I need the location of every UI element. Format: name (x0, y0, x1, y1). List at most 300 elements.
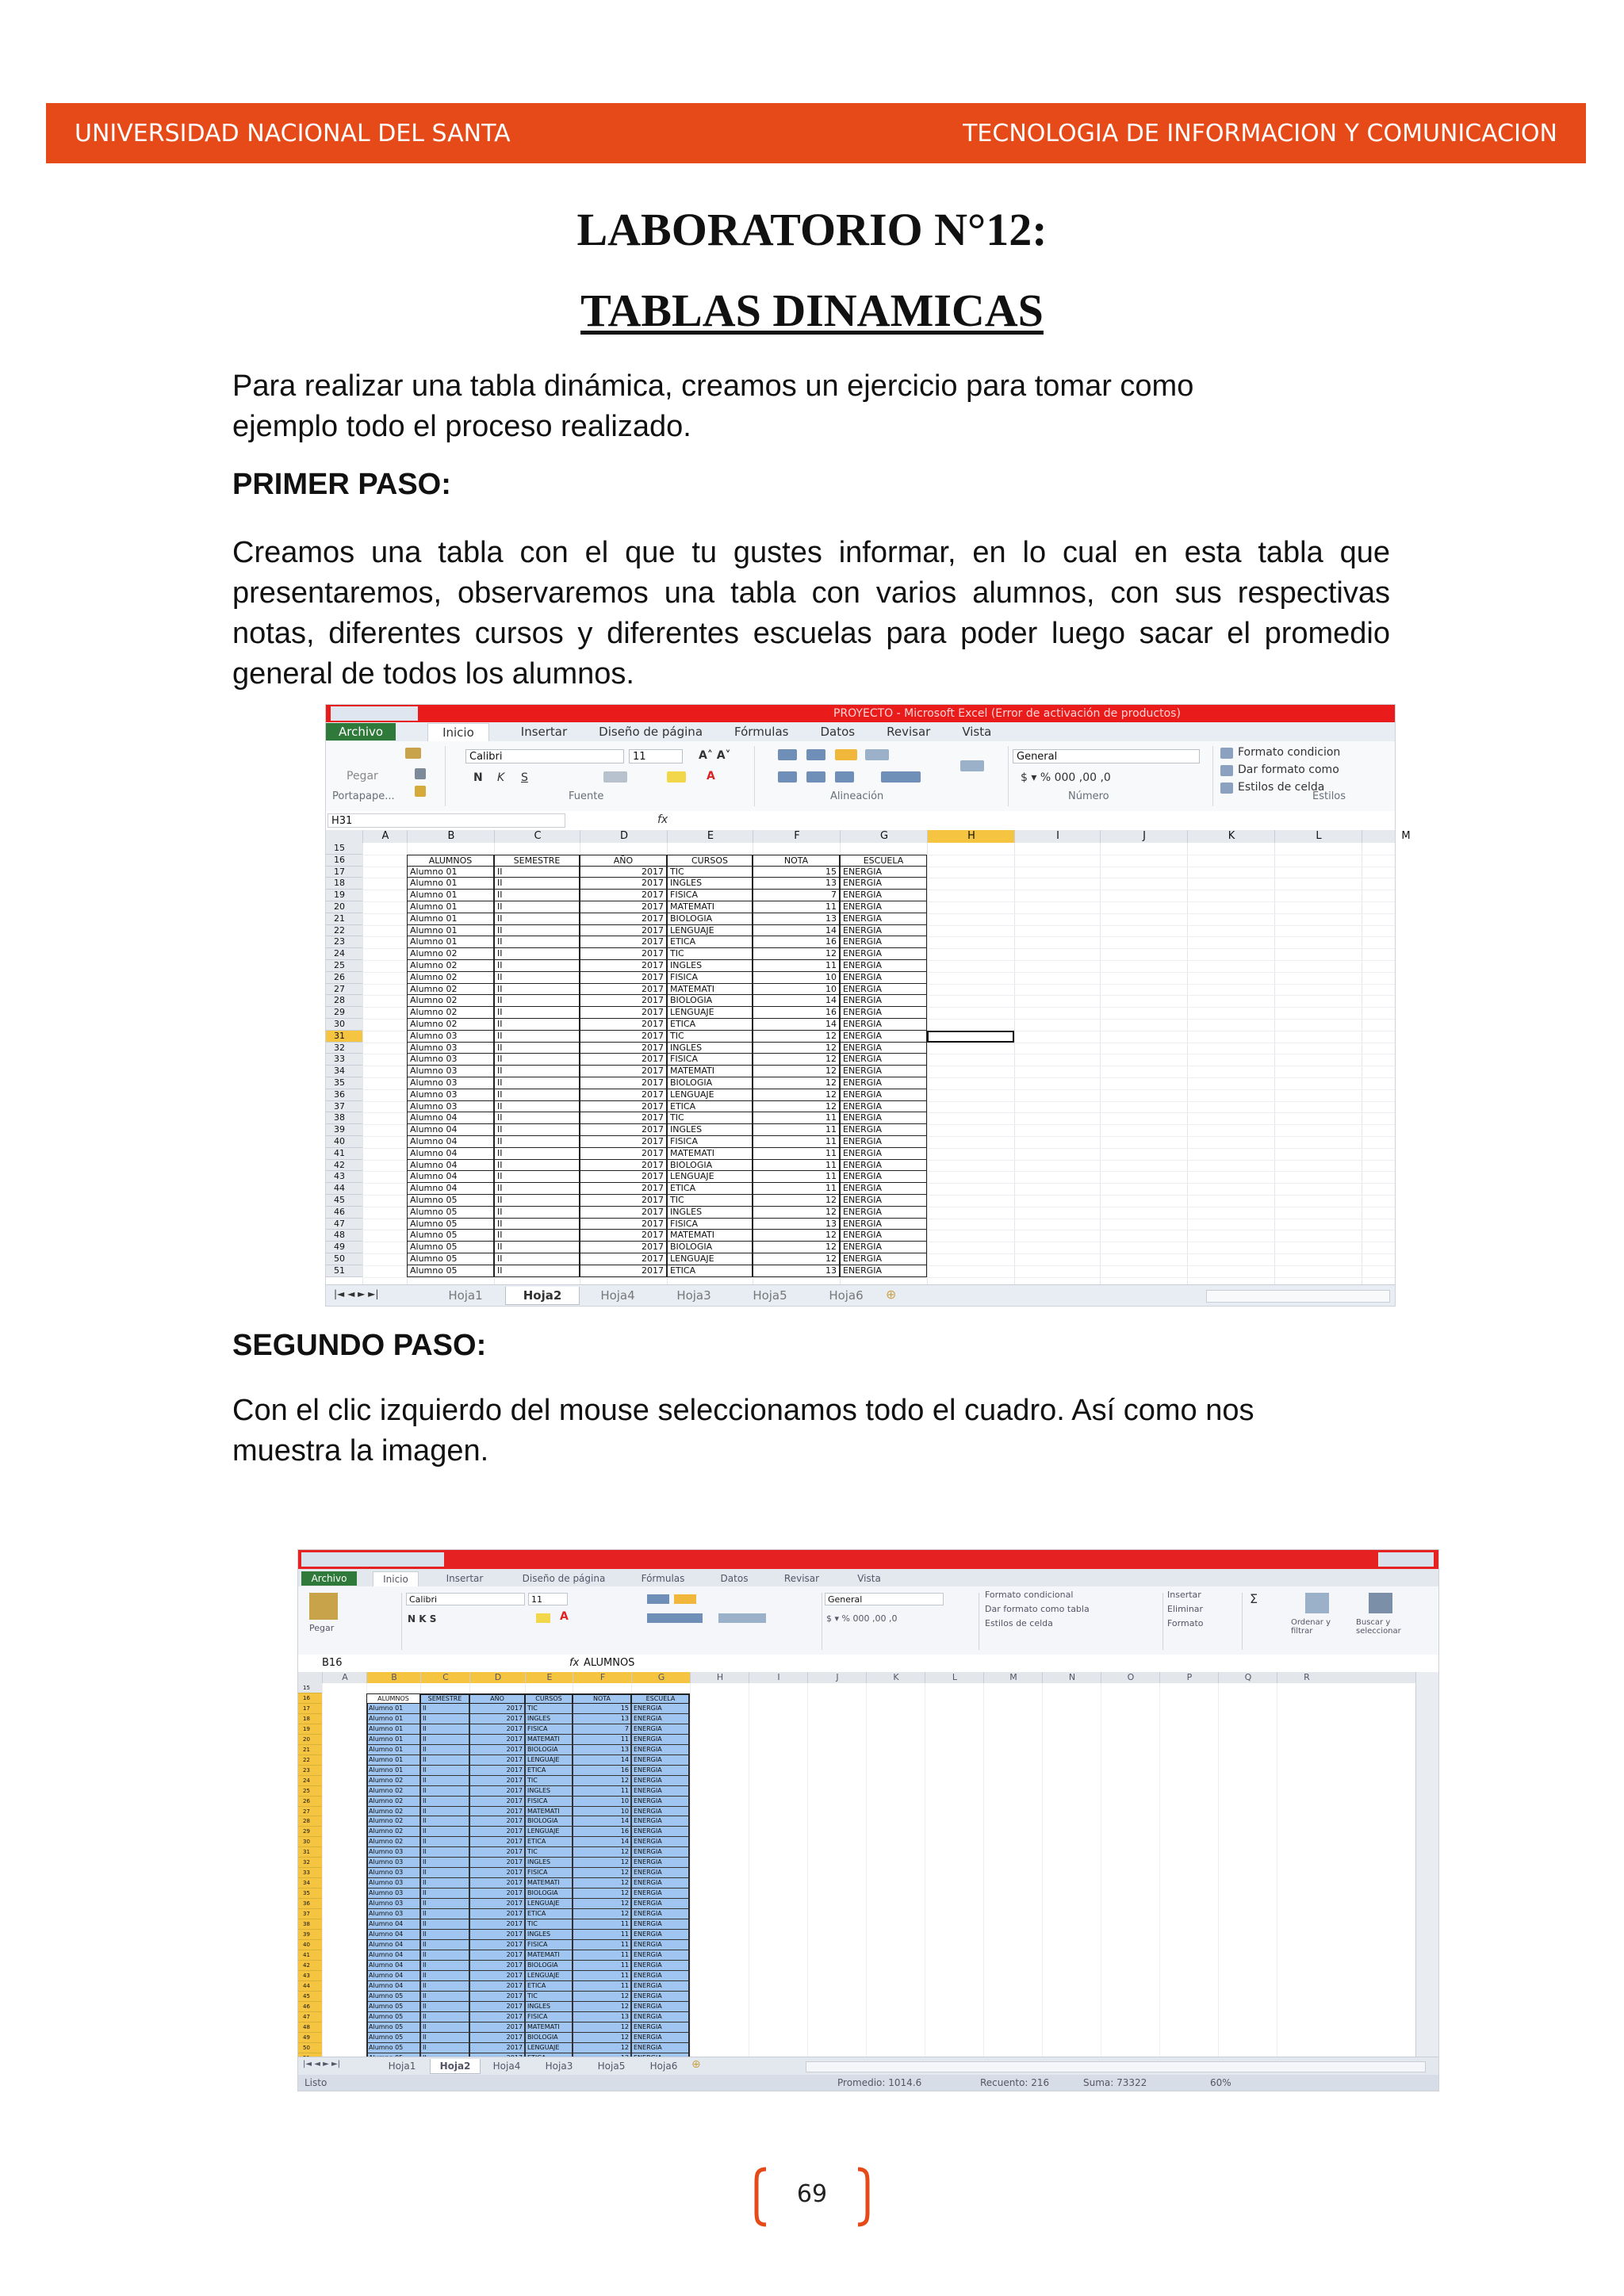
column-header-E[interactable]: E (525, 1672, 573, 1683)
grow-font-icon[interactable]: A˄ A˅ (699, 749, 731, 762)
row-header-37[interactable]: 37 (298, 1909, 322, 1919)
column-header-A[interactable]: A (322, 1672, 367, 1683)
table-cell: MATEMATI (525, 1878, 573, 1888)
sheet-nav-icons[interactable]: |◄ ◄ ► ►| (334, 1288, 379, 1299)
sheet-tab-hoja1[interactable]: Hoja1 (448, 1288, 483, 1303)
step1-paragraph: Creamos una tabla con el que tu gustes informar, en lo cual en esta tabla que presentaremos, observaremos una tabla con varios alumnos, con sus respectivas notas, diferentes cursos y diferentes escuelas para poder luego sacar el promedio general de todos los alumnos. (232, 536, 1390, 691)
table-cell: ENERGIA (840, 1089, 927, 1101)
table-cell: II (420, 2043, 469, 2053)
column-header-D[interactable]: D (580, 830, 668, 843)
column-header-E[interactable]: E (667, 830, 753, 843)
table-header-cell: ALUMNOS (407, 855, 494, 867)
row-header-44[interactable]: 44 (298, 1981, 322, 1992)
table-cell: ENERGIA (631, 1827, 690, 1837)
align-top-icon[interactable] (647, 1594, 669, 1604)
table-cell: Alumno 01 (366, 1704, 420, 1714)
table-cell: II (420, 1888, 469, 1899)
row-header-21[interactable]: 21 (298, 1745, 322, 1755)
align-bottom-icon[interactable] (674, 1594, 696, 1604)
row-header-32[interactable]: 32 (326, 1043, 362, 1054)
table-cell: ENERGIA (631, 1837, 690, 1847)
column-header-L[interactable]: L (925, 1672, 984, 1683)
ribbon-tab-1[interactable]: Inicio (373, 1571, 419, 1587)
table-cell: 12 (573, 2033, 631, 2043)
border-icon[interactable] (603, 771, 627, 783)
table-cell: Alumno 02 (366, 1797, 420, 1807)
font-color-icon[interactable]: A (560, 1610, 569, 1623)
cells-format[interactable]: Formato (1167, 1618, 1204, 1628)
ribbon-tab-3[interactable]: Diseño de página (522, 1573, 606, 1584)
row-header-21[interactable]: 21 (326, 913, 362, 925)
table-cell: LENGUAJE (667, 1089, 753, 1101)
table-cell: 12 (573, 1847, 631, 1858)
row-header-46[interactable]: 46 (326, 1207, 362, 1219)
row-header-38[interactable]: 38 (326, 1112, 362, 1124)
table-cell: MATEMATI (525, 2022, 573, 2033)
column-header-D[interactable]: D (469, 1672, 526, 1683)
row-header-17[interactable]: 17 (298, 1704, 322, 1714)
table-cell: 2017 (580, 913, 667, 925)
sheet-tab-hoja3[interactable]: Hoja3 (676, 1288, 711, 1303)
ribbon-tab-2[interactable]: Insertar (520, 725, 568, 739)
row-header-28[interactable]: 28 (298, 1816, 322, 1827)
row-header-26[interactable]: 26 (298, 1797, 322, 1807)
row-header-46[interactable]: 46 (298, 2002, 322, 2012)
table-header-cell: CURSOS (525, 1693, 573, 1704)
sheet-tab-hoja3[interactable]: Hoja3 (545, 2061, 573, 2072)
table-cell: 2017 (469, 1816, 525, 1827)
font-color-icon[interactable]: A (707, 770, 715, 783)
table-cell: FISICA (667, 890, 753, 901)
row-header-50[interactable]: 50 (298, 2043, 322, 2053)
cells-delete[interactable]: Eliminar (1167, 1604, 1204, 1614)
name-box[interactable]: H31 (327, 813, 565, 828)
column-header-L[interactable]: L (1274, 830, 1362, 843)
row-header-34[interactable]: 34 (326, 1066, 362, 1077)
table-cell: 2017 (469, 2043, 525, 2053)
new-sheet-icon[interactable]: ⊕ (691, 2058, 701, 2071)
table-cell: INGLES (525, 2002, 573, 2012)
table-cell: 2017 (469, 1858, 525, 1868)
table-cell: ENERGIA (840, 1148, 927, 1160)
row-header-39[interactable]: 39 (298, 1930, 322, 1940)
column-header-K[interactable]: K (1187, 830, 1275, 843)
table-cell: TIC (667, 1112, 753, 1124)
column-header-C[interactable]: C (420, 1672, 470, 1683)
table-cell: Alumno 03 (366, 1868, 420, 1878)
table-cell: II (420, 1878, 469, 1888)
table-cell: Alumno 01 (407, 936, 494, 948)
row-header-36[interactable]: 36 (326, 1089, 362, 1101)
sheet-tab-hoja4[interactable]: Hoja4 (600, 1288, 635, 1303)
row-header-29[interactable]: 29 (326, 1007, 362, 1019)
row-header-22[interactable]: 22 (298, 1755, 322, 1766)
row-header-31[interactable]: 31 (298, 1847, 322, 1858)
table-cell: II (494, 1043, 580, 1054)
styles-item-3[interactable]: Estilos de celda (1238, 781, 1325, 794)
table-cell: 12 (753, 1066, 840, 1077)
number-format-combo[interactable]: General (825, 1593, 944, 1605)
sheet-nav-icons[interactable]: |◄ ◄ ► ►| (303, 2060, 341, 2068)
table-cell: Alumno 05 (407, 1230, 494, 1242)
table-cell: Alumno 01 (366, 1755, 420, 1766)
table-cell: II (494, 1171, 580, 1183)
row-header-38[interactable]: 38 (298, 1919, 322, 1930)
table-cell: FISICA (525, 1940, 573, 1950)
table-cell: 10 (753, 984, 840, 996)
fx-icon[interactable]: fx (657, 813, 668, 826)
table-cell: II (420, 1724, 469, 1735)
row-header-36[interactable]: 36 (298, 1899, 322, 1909)
active-cell-H31[interactable] (927, 1031, 1014, 1043)
row-header-37[interactable]: 37 (326, 1101, 362, 1113)
table-cell: ENERGIA (840, 984, 927, 996)
table-cell: INGLES (667, 878, 753, 890)
find-select-icon[interactable] (1369, 1593, 1392, 1613)
table-cell: Alumno 04 (366, 1961, 420, 1971)
autosum-icon[interactable]: Σ (1250, 1591, 1258, 1606)
ribbon-tab-0[interactable]: Archivo (326, 723, 396, 740)
ribbon-tab-4[interactable]: Fórmulas (734, 725, 789, 739)
row-header-26[interactable]: 26 (326, 972, 362, 984)
row-header-41[interactable]: 41 (326, 1148, 362, 1160)
cells-insert[interactable]: Insertar (1167, 1590, 1201, 1600)
table-cell: 16 (753, 1007, 840, 1019)
table-cell: Alumno 04 (366, 1919, 420, 1930)
table-cell: MATEMATI (667, 984, 753, 996)
horizontal-scrollbar[interactable] (806, 2061, 1426, 2072)
table-cell: 16 (753, 936, 840, 948)
column-header-B[interactable]: B (407, 830, 495, 843)
row-header-29[interactable]: 29 (298, 1827, 322, 1837)
vertical-scrollbar[interactable] (1415, 1672, 1438, 2057)
formula-bar (298, 1655, 1438, 1673)
row-header-48[interactable]: 48 (326, 1230, 362, 1242)
styles-item-2[interactable]: Dar formato como (1238, 763, 1339, 776)
ribbon-tab-5[interactable]: Datos (720, 1573, 749, 1584)
ribbon-tab-2[interactable]: Insertar (446, 1573, 484, 1584)
sheet-tab-hoja6[interactable]: Hoja6 (829, 1288, 864, 1303)
table-cell: II (420, 1961, 469, 1971)
table-cell: II (420, 1714, 469, 1724)
row-header-20[interactable]: 20 (326, 901, 362, 913)
indent-icon[interactable] (881, 771, 921, 783)
new-sheet-icon[interactable]: ⊕ (886, 1287, 897, 1302)
row-header-42[interactable]: 42 (298, 1961, 322, 1971)
row-header-18[interactable]: 18 (326, 878, 362, 890)
font-size-combo[interactable]: 11 (528, 1593, 568, 1605)
row-header-24[interactable]: 24 (326, 948, 362, 960)
row-header-45[interactable]: 45 (298, 1992, 322, 2002)
table-cell: II (420, 1786, 469, 1797)
table-cell: ETICA (667, 1019, 753, 1031)
column-header-G[interactable]: G (631, 1672, 691, 1683)
ribbon-tab-6[interactable]: Revisar (783, 1573, 820, 1584)
table-cell: II (420, 1909, 469, 1919)
styles-item-3[interactable]: Estilos de celda (985, 1618, 1053, 1628)
table-cell: MATEMATI (667, 1148, 753, 1160)
number-format-icons[interactable]: $ ▾ % 000 ,00 ,0 (826, 1613, 898, 1624)
row-header-32[interactable]: 32 (298, 1858, 322, 1868)
formula-input[interactable]: ALUMNOS (584, 1657, 635, 1669)
font-name-combo[interactable]: Calibri (406, 1593, 525, 1605)
column-header-Q[interactable]: Q (1218, 1672, 1277, 1683)
underline-icon[interactable]: S (521, 771, 528, 784)
ribbon-tab-7[interactable]: Vista (962, 725, 992, 739)
table-cell: II (420, 2012, 469, 2022)
row-header-47[interactable]: 47 (326, 1219, 362, 1230)
align-center-icon[interactable] (806, 771, 825, 783)
fx-icon[interactable]: fx (569, 1657, 580, 1669)
row-header-22[interactable]: 22 (326, 925, 362, 937)
row-header-49[interactable]: 49 (326, 1242, 362, 1253)
table-cell: ENERGIA (840, 1077, 927, 1089)
table-cell: 12 (753, 1077, 840, 1089)
row-header-43[interactable]: 43 (298, 1971, 322, 1981)
table-cell: 10 (573, 1797, 631, 1807)
page-header-bar (46, 103, 1586, 163)
table-cell: BIOLOGIA (525, 1961, 573, 1971)
table-cell: II (494, 1007, 580, 1019)
column-header-C[interactable]: C (494, 830, 580, 843)
column-header-O[interactable]: O (1101, 1672, 1160, 1683)
sheet-tab-hoja1[interactable]: Hoja1 (388, 2061, 416, 2072)
table-cell: II (494, 984, 580, 996)
row-header-18[interactable]: 18 (298, 1714, 322, 1724)
sheet-tab-hoja5[interactable]: Hoja5 (597, 2061, 626, 2072)
number-format-combo[interactable]: General (1013, 749, 1200, 763)
styles-item-1[interactable]: Formato condicion (1238, 746, 1341, 759)
align-left-icon[interactable] (778, 771, 797, 783)
row-header-27[interactable]: 27 (298, 1807, 322, 1817)
row-header-42[interactable]: 42 (326, 1160, 362, 1172)
row-header-40[interactable]: 40 (326, 1136, 362, 1148)
window-controls[interactable] (1378, 1552, 1434, 1567)
styles-item-1[interactable]: Formato condicional (985, 1590, 1074, 1600)
italic-icon[interactable]: K (497, 771, 505, 784)
table-cell: LENGUAJE (525, 1827, 573, 1837)
table-cell: 2017 (580, 995, 667, 1007)
align-middle-icon[interactable] (806, 749, 825, 760)
find-select-label[interactable]: Buscar y seleccionar (1356, 1618, 1401, 1636)
column-header-H[interactable]: H (927, 830, 1015, 843)
orientation-icon[interactable] (865, 749, 889, 760)
table-cell: II (420, 1940, 469, 1950)
row-header-33[interactable]: 33 (298, 1868, 322, 1878)
align-top-icon[interactable] (778, 749, 797, 760)
column-header-A[interactable]: A (362, 830, 408, 843)
group-label-alignment: Alineación (830, 790, 884, 802)
row-header-19[interactable]: 19 (298, 1724, 322, 1735)
row-header-48[interactable]: 48 (298, 2022, 322, 2033)
fill-color-icon[interactable] (536, 1613, 550, 1623)
table-cell: MATEMATI (667, 1230, 753, 1242)
table-cell: Alumno 02 (366, 1776, 420, 1786)
horizontal-scrollbar[interactable] (1206, 1290, 1390, 1303)
table-cell: II (420, 1992, 469, 2002)
ribbon-tab-0[interactable]: Archivo (301, 1571, 357, 1586)
table-cell: BIOLOGIA (525, 1745, 573, 1755)
row-header-44[interactable]: 44 (326, 1183, 362, 1195)
row-header-16[interactable]: 16 (326, 855, 362, 867)
column-header-N[interactable]: N (1042, 1672, 1101, 1683)
table-cell: 2017 (580, 1253, 667, 1265)
table-cell: 2017 (469, 1930, 525, 1940)
table-cell: 11 (573, 1735, 631, 1745)
table-cell: LENGUAJE (525, 1899, 573, 1909)
sheet-tab-hoja2[interactable]: Hoja2 (430, 2059, 481, 2074)
table-cell: Alumno 01 (407, 867, 494, 878)
row-header-49[interactable]: 49 (298, 2033, 322, 2043)
table-cell: ETICA (525, 1981, 573, 1992)
table-cell: 11 (753, 1148, 840, 1160)
ribbon-tab-7[interactable]: Vista (857, 1573, 881, 1584)
table-cell: II (420, 2033, 469, 2043)
table-cell: ENERGIA (631, 1971, 690, 1981)
column-header-I[interactable]: I (749, 1672, 808, 1683)
row-header-23[interactable]: 23 (298, 1766, 322, 1776)
row-header-24[interactable]: 24 (298, 1776, 322, 1786)
name-box[interactable]: B16 (322, 1657, 343, 1669)
row-header-47[interactable]: 47 (298, 2012, 322, 2022)
column-header-I[interactable]: I (1014, 830, 1101, 843)
row-header-17[interactable]: 17 (326, 867, 362, 878)
row-header-23[interactable]: 23 (326, 936, 362, 948)
table-cell: 2017 (469, 1745, 525, 1755)
table-header-cell: CURSOS (667, 855, 753, 867)
table-cell: 14 (573, 1837, 631, 1847)
column-header-J[interactable]: J (1100, 830, 1188, 843)
row-header-41[interactable]: 41 (298, 1950, 322, 1961)
table-cell: ENERGIA (631, 1704, 690, 1714)
paste-icon[interactable] (309, 1593, 338, 1620)
status-zoom[interactable]: 60% (1210, 2077, 1231, 2088)
row-header-20[interactable]: 20 (298, 1735, 322, 1745)
table-cell: 13 (573, 1745, 631, 1755)
column-header-H[interactable]: H (690, 1672, 749, 1683)
row-header-34[interactable]: 34 (298, 1878, 322, 1888)
worksheet-grid[interactable] (326, 843, 1395, 1285)
worksheet-grid[interactable] (298, 1683, 1416, 2057)
row-header-30[interactable]: 30 (326, 1019, 362, 1031)
align-center-icon[interactable] (647, 1613, 703, 1623)
table-cell: ENERGIA (840, 1183, 927, 1195)
sort-filter-label[interactable]: Ordenar y filtrar (1291, 1618, 1331, 1636)
row-header-31[interactable]: 31 (326, 1031, 362, 1043)
ribbon-tab-1[interactable]: Inicio (427, 723, 489, 741)
ribbon-tab-4[interactable]: Fórmulas (641, 1573, 685, 1584)
table-cell: 2017 (580, 867, 667, 878)
format-as-table-icon (1220, 765, 1233, 776)
table-cell: II (494, 995, 580, 1007)
row-header-25[interactable]: 25 (326, 960, 362, 972)
table-cell: II (494, 1230, 580, 1242)
ribbon-tab-6[interactable]: Revisar (887, 725, 931, 739)
align-bottom-icon[interactable] (835, 749, 857, 760)
table-cell: 2017 (469, 1827, 525, 1837)
row-header-51[interactable]: 51 (326, 1265, 362, 1277)
row-header-35[interactable]: 35 (298, 1888, 322, 1899)
sheet-tab-hoja5[interactable]: Hoja5 (753, 1288, 787, 1303)
row-header-33[interactable]: 33 (326, 1054, 362, 1066)
row-header-50[interactable]: 50 (326, 1253, 362, 1265)
wrap-merge-icon[interactable] (960, 760, 984, 771)
row-header-27[interactable]: 27 (326, 984, 362, 996)
styles-item-2[interactable]: Dar formato como tabla (985, 1604, 1090, 1614)
row-header-25[interactable]: 25 (298, 1786, 322, 1797)
row-header-16[interactable]: 16 (298, 1693, 322, 1704)
ribbon-tab-3[interactable]: Diseño de página (599, 725, 703, 739)
ribbon-tabs (326, 722, 1395, 741)
column-header-J[interactable]: J (807, 1672, 867, 1683)
bold-icon[interactable]: N (473, 771, 483, 784)
row-header-35[interactable]: 35 (326, 1077, 362, 1089)
column-header-M[interactable]: M (983, 1672, 1043, 1683)
table-cell: II (420, 1919, 469, 1930)
column-header-M[interactable]: M (1362, 830, 1450, 843)
table-cell: 12 (753, 1089, 840, 1101)
column-header-F[interactable]: F (573, 1672, 632, 1683)
sort-filter-icon[interactable] (1305, 1593, 1329, 1613)
sheet-tab-hoja2[interactable]: Hoja2 (505, 1287, 580, 1305)
column-header-G[interactable]: G (840, 830, 928, 843)
column-header-K[interactable]: K (866, 1672, 925, 1683)
column-header-P[interactable]: P (1159, 1672, 1219, 1683)
row-header-43[interactable]: 43 (326, 1171, 362, 1183)
table-cell: 14 (573, 1755, 631, 1766)
column-header-B[interactable]: B (366, 1672, 421, 1683)
table-cell: 11 (753, 901, 840, 913)
font-size-combo[interactable]: 11 (629, 749, 683, 763)
row-header-28[interactable]: 28 (326, 995, 362, 1007)
row-header-15[interactable]: 15 (298, 1683, 322, 1693)
column-header-R[interactable]: R (1277, 1672, 1336, 1683)
table-cell: 14 (753, 925, 840, 937)
table-cell: ENERGIA (631, 1724, 690, 1735)
row-header-40[interactable]: 40 (298, 1940, 322, 1950)
table-cell: 2017 (469, 1909, 525, 1919)
table-cell: 2017 (469, 1950, 525, 1961)
fill-color-icon[interactable] (667, 771, 686, 783)
row-header-30[interactable]: 30 (298, 1837, 322, 1847)
sheet-tab-hoja6[interactable]: Hoja6 (649, 2061, 678, 2072)
table-cell: Alumno 05 (407, 1207, 494, 1219)
number-format-icons[interactable]: $ ▾ % 000 ,00 ,0 (1021, 771, 1111, 784)
table-cell: Alumno 03 (407, 1043, 494, 1054)
column-header-F[interactable]: F (753, 830, 841, 843)
ribbon-tab-5[interactable]: Datos (820, 725, 856, 739)
intro-paragraph: Para realizar una tabla dinámica, creamos un ejercicio para tomar como ejemplo todo el proceso realizado. (232, 369, 1194, 443)
row-header-45[interactable]: 45 (326, 1195, 362, 1207)
table-cell: II (420, 1827, 469, 1837)
table-cell: 2017 (580, 1066, 667, 1077)
align-right-icon[interactable] (835, 771, 854, 783)
row-header-19[interactable]: 19 (326, 890, 362, 901)
table-cell: ENERGIA (631, 1807, 690, 1817)
table-cell: ETICA (525, 1837, 573, 1847)
font-name-combo[interactable]: Calibri (465, 749, 624, 763)
font-format-icons[interactable]: N K S (408, 1613, 437, 1624)
table-cell: 2017 (469, 1704, 525, 1714)
table-cell: 11 (573, 1786, 631, 1797)
table-cell: II (494, 1136, 580, 1148)
row-header-15[interactable]: 15 (326, 843, 362, 855)
indent-icon[interactable] (718, 1613, 766, 1623)
table-cell: Alumno 03 (366, 1888, 420, 1899)
sheet-tab-hoja4[interactable]: Hoja4 (492, 2061, 521, 2072)
row-header-39[interactable]: 39 (326, 1124, 362, 1136)
table-cell: FISICA (525, 1868, 573, 1878)
